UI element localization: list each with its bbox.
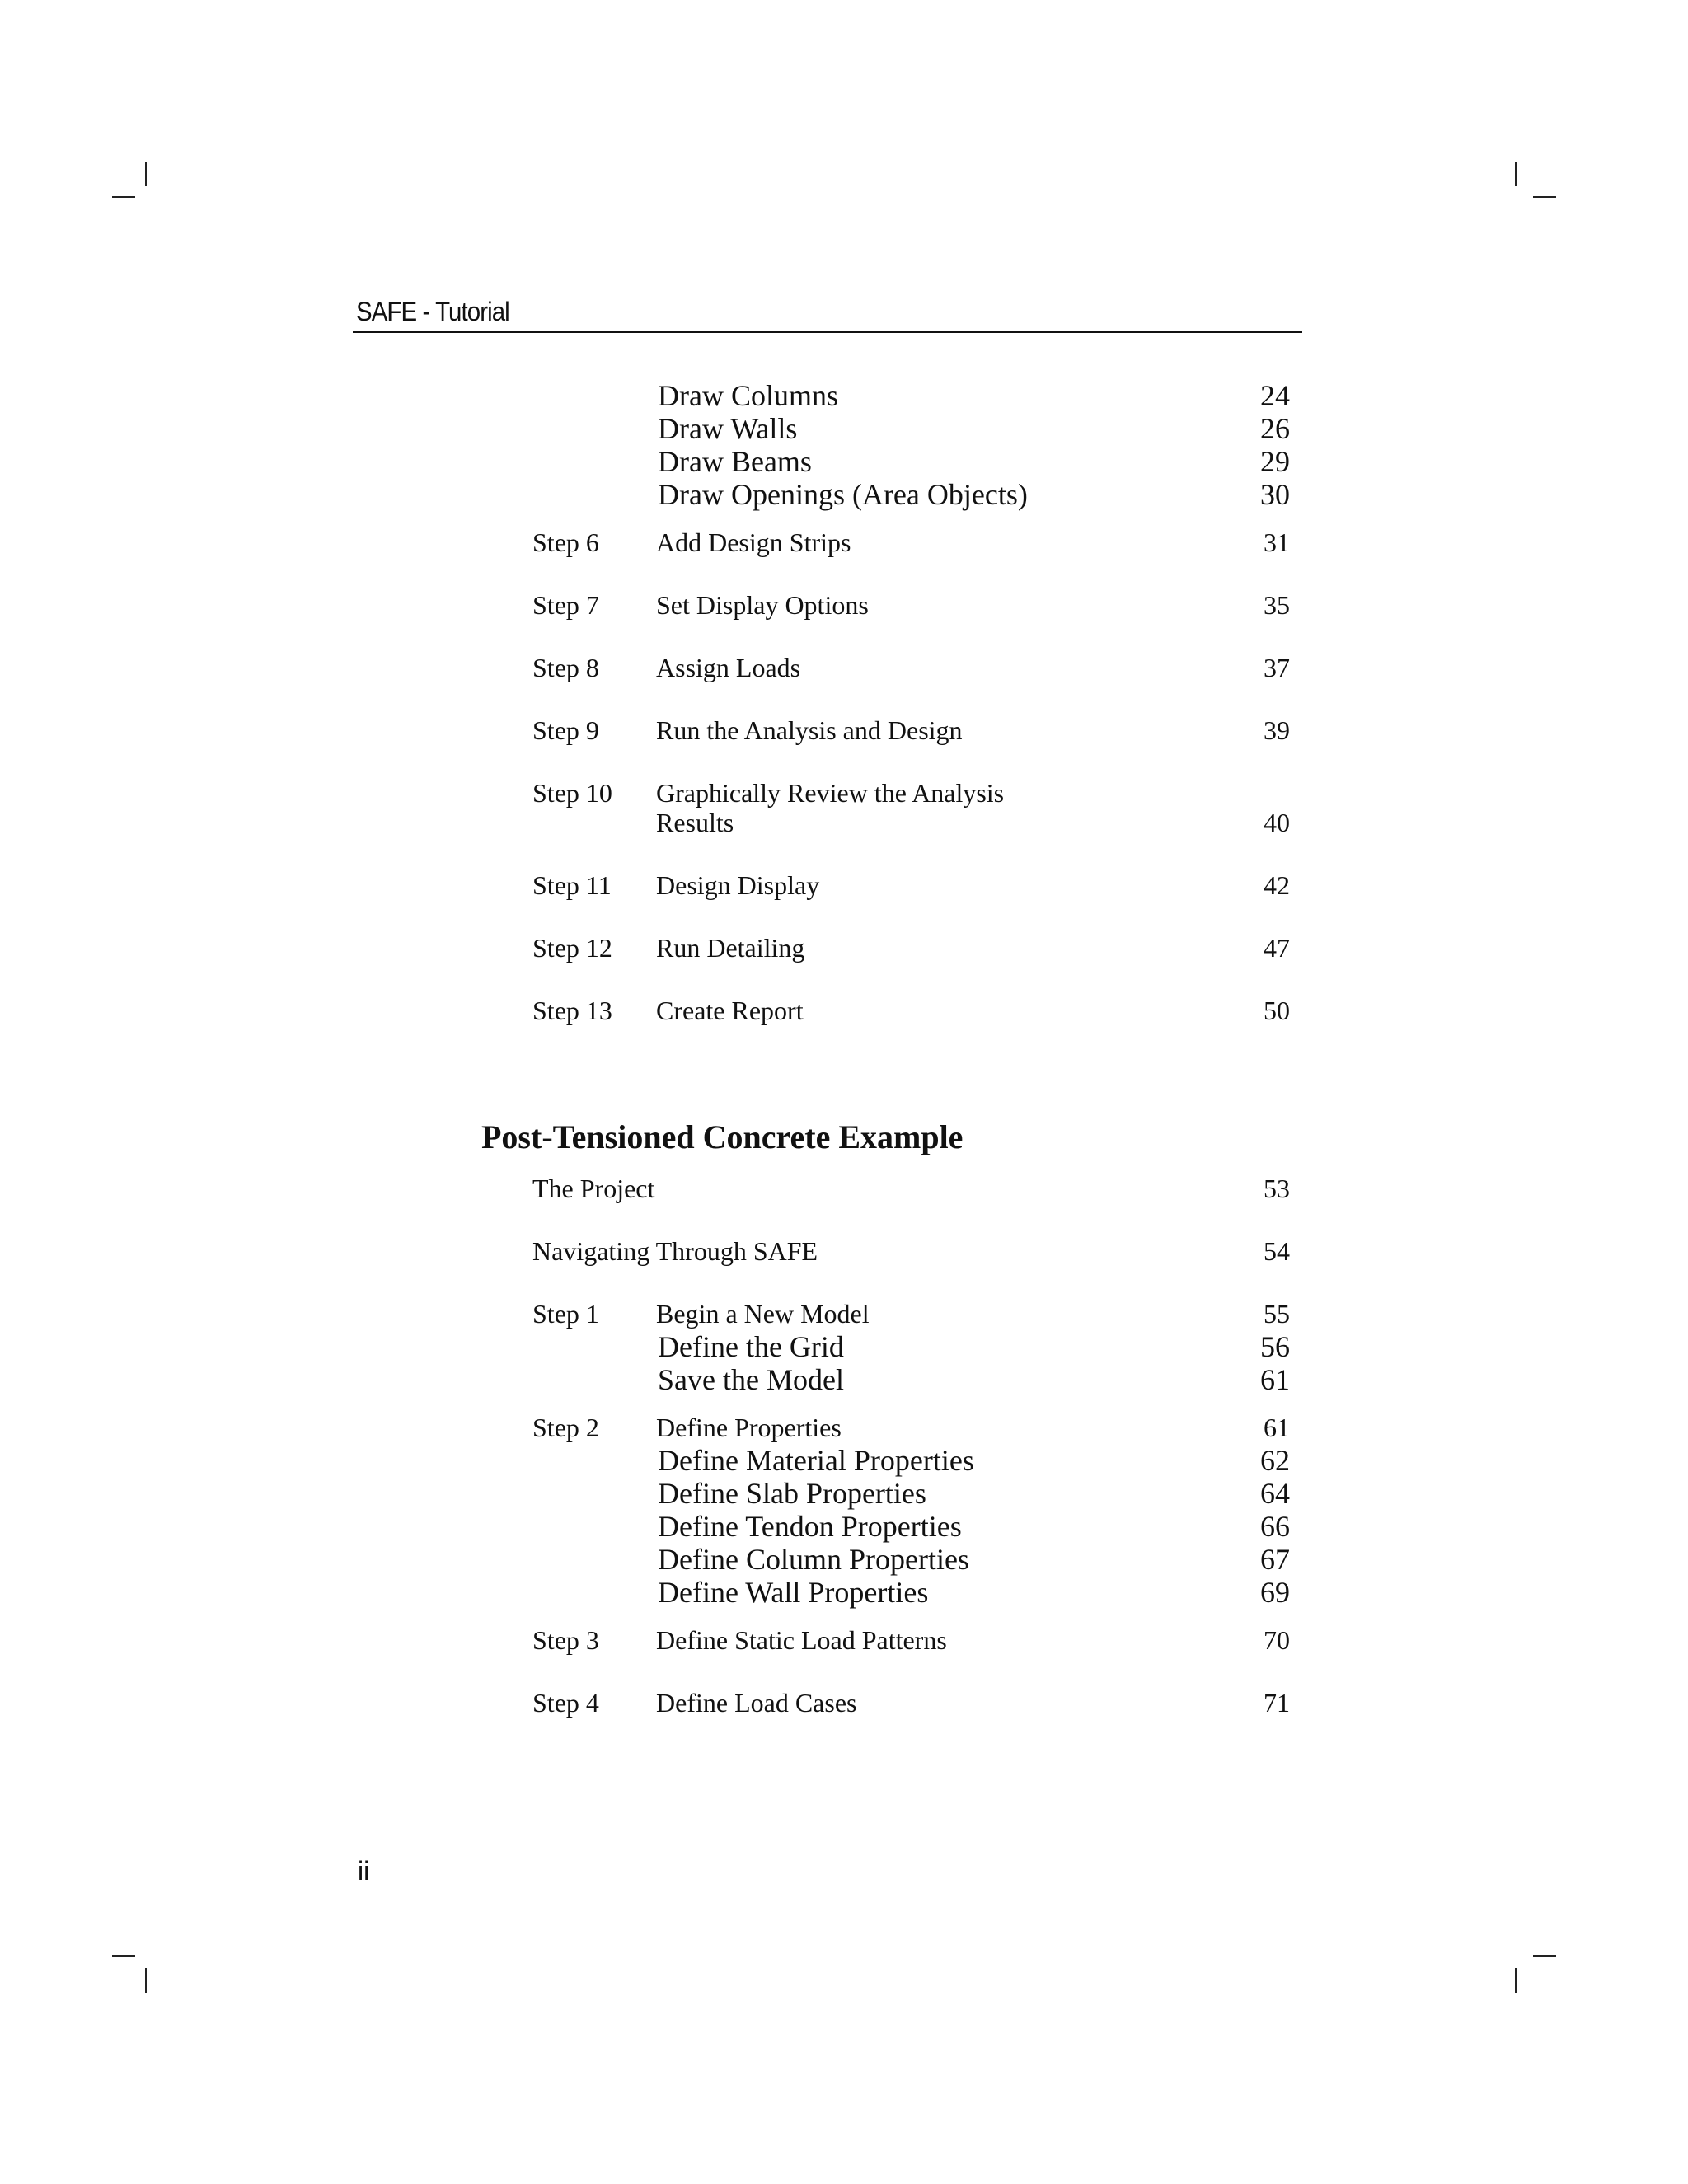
toc-page-number: 30	[1260, 478, 1290, 511]
toc-entry-title: Navigating Through SAFE	[532, 1236, 818, 1266]
toc-entry-title: Draw Walls	[658, 412, 798, 445]
toc-entry	[0, 649, 1688, 686]
toc-step-label: Step 4	[532, 1688, 599, 1718]
crop-mark-bottom-right-v	[1515, 1968, 1517, 1993]
toc-page-number: 71	[1264, 1688, 1290, 1718]
crop-mark-top-right-h	[1533, 196, 1556, 198]
toc-entry	[0, 1233, 1688, 1269]
toc-page-number: 35	[1264, 590, 1290, 620]
toc-step-label: Step 11	[532, 870, 612, 900]
toc-page-number: 29	[1260, 445, 1290, 478]
toc-step-label: Step 3	[532, 1625, 599, 1655]
toc-entry-title: Begin a New Model	[656, 1299, 870, 1329]
running-header: SAFE - Tutorial	[356, 297, 509, 326]
toc-entry-title: Define Column Properties	[658, 1543, 969, 1576]
toc-entry	[0, 410, 1688, 447]
toc-entry-title: Set Display Options	[656, 590, 869, 620]
toc-step-label: Step 1	[532, 1299, 599, 1329]
toc-entry-title: Define Static Load Patterns	[656, 1625, 947, 1655]
toc-entry	[0, 524, 1688, 560]
toc-page-number: 26	[1260, 412, 1290, 445]
toc-page-number: 39	[1264, 715, 1290, 745]
toc-step-label: Step 6	[532, 527, 599, 557]
toc-entry-title: The Project	[532, 1174, 655, 1203]
crop-mark-top-right-v	[1515, 162, 1517, 186]
toc-entry-title: Save the Model	[658, 1363, 844, 1396]
page-number: ii	[358, 1856, 370, 1886]
toc-entry	[0, 804, 1688, 841]
toc-entry-title: Assign Loads	[656, 653, 801, 682]
toc-entry	[0, 1541, 1688, 1577]
toc-page-number: 67	[1260, 1543, 1290, 1576]
toc-entry	[0, 1685, 1688, 1721]
toc-entry	[0, 1442, 1688, 1479]
toc-page-number: 24	[1260, 379, 1290, 412]
toc-entry	[0, 992, 1688, 1029]
toc-entry	[0, 712, 1688, 748]
toc-page-number: 53	[1264, 1174, 1290, 1203]
toc-entry	[0, 867, 1688, 903]
toc-step-label: Step 10	[532, 778, 612, 808]
toc-page-number: 40	[1264, 808, 1290, 837]
section-heading: Post-Tensioned Concrete Example	[481, 1118, 964, 1155]
toc-entry	[0, 1329, 1688, 1365]
toc-page-number: 61	[1260, 1363, 1290, 1396]
toc-entry-title: Run the Analysis and Design	[656, 715, 963, 745]
toc-step-label: Step 12	[532, 933, 612, 963]
toc-entry	[0, 1574, 1688, 1610]
toc-step-label: Step 8	[532, 653, 599, 682]
toc-page-number: 56	[1260, 1330, 1290, 1363]
toc-entry-title: Define Load Cases	[656, 1688, 857, 1718]
toc-step-label: Step 2	[532, 1413, 599, 1442]
crop-mark-top-left-v	[145, 162, 147, 186]
toc-entry	[0, 476, 1688, 513]
toc-page-number: 50	[1264, 996, 1290, 1025]
toc-page-number: 66	[1260, 1510, 1290, 1543]
toc-step-label: Step 13	[532, 996, 612, 1025]
toc-entry	[0, 1170, 1688, 1207]
toc-page-number: 54	[1264, 1236, 1290, 1266]
toc-entry	[0, 443, 1688, 480]
toc-entry	[0, 930, 1688, 966]
toc-page-number: 42	[1264, 870, 1290, 900]
toc-step-label: Step 7	[532, 590, 599, 620]
toc-entry	[0, 587, 1688, 623]
toc-page-number: 64	[1260, 1477, 1290, 1510]
toc-entry-title: Define the Grid	[658, 1330, 844, 1363]
toc-entry-title: Draw Openings (Area Objects)	[658, 478, 1028, 511]
toc-entry-title: Draw Beams	[658, 445, 812, 478]
toc-page-number: 31	[1264, 527, 1290, 557]
toc-entry-title: Define Properties	[656, 1413, 842, 1442]
toc-entry-title: Define Tendon Properties	[658, 1510, 962, 1543]
toc-page-number: 55	[1264, 1299, 1290, 1329]
toc-page-number: 61	[1264, 1413, 1290, 1442]
toc-step-label: Step 9	[532, 715, 599, 745]
toc-entry-title: Graphically Review the Analysis	[656, 778, 1005, 808]
crop-mark-bottom-left-h	[112, 1955, 135, 1957]
toc-entry-title: Create Report	[656, 996, 804, 1025]
toc-entry	[0, 1361, 1688, 1398]
toc-entry-title: Add Design Strips	[656, 527, 851, 557]
toc-entry-title: Draw Columns	[658, 379, 838, 412]
header-rule	[353, 331, 1302, 333]
toc-page-number: 69	[1260, 1576, 1290, 1609]
toc-entry	[0, 1622, 1688, 1658]
toc-entry-title: Define Wall Properties	[658, 1576, 929, 1609]
toc-entry-title: Run Detailing	[656, 933, 805, 963]
toc-page-number: 37	[1264, 653, 1290, 682]
toc-entry	[0, 1508, 1688, 1544]
crop-mark-bottom-right-h	[1533, 1955, 1556, 1957]
toc-entry-title: Results	[656, 808, 734, 837]
toc-entry	[0, 377, 1688, 414]
crop-mark-bottom-left-v	[145, 1968, 147, 1993]
toc-entry	[0, 1475, 1688, 1511]
toc-entry	[0, 1409, 1688, 1446]
crop-mark-top-left-h	[112, 196, 135, 198]
toc-page-number: 62	[1260, 1444, 1290, 1477]
toc-entry-title: Define Material Properties	[658, 1444, 974, 1477]
toc-entry-title: Design Display	[656, 870, 820, 900]
toc-entry	[0, 1296, 1688, 1332]
toc-page-number: 47	[1264, 933, 1290, 963]
toc-entry-title: Define Slab Properties	[658, 1477, 926, 1510]
toc-page-number: 70	[1264, 1625, 1290, 1655]
